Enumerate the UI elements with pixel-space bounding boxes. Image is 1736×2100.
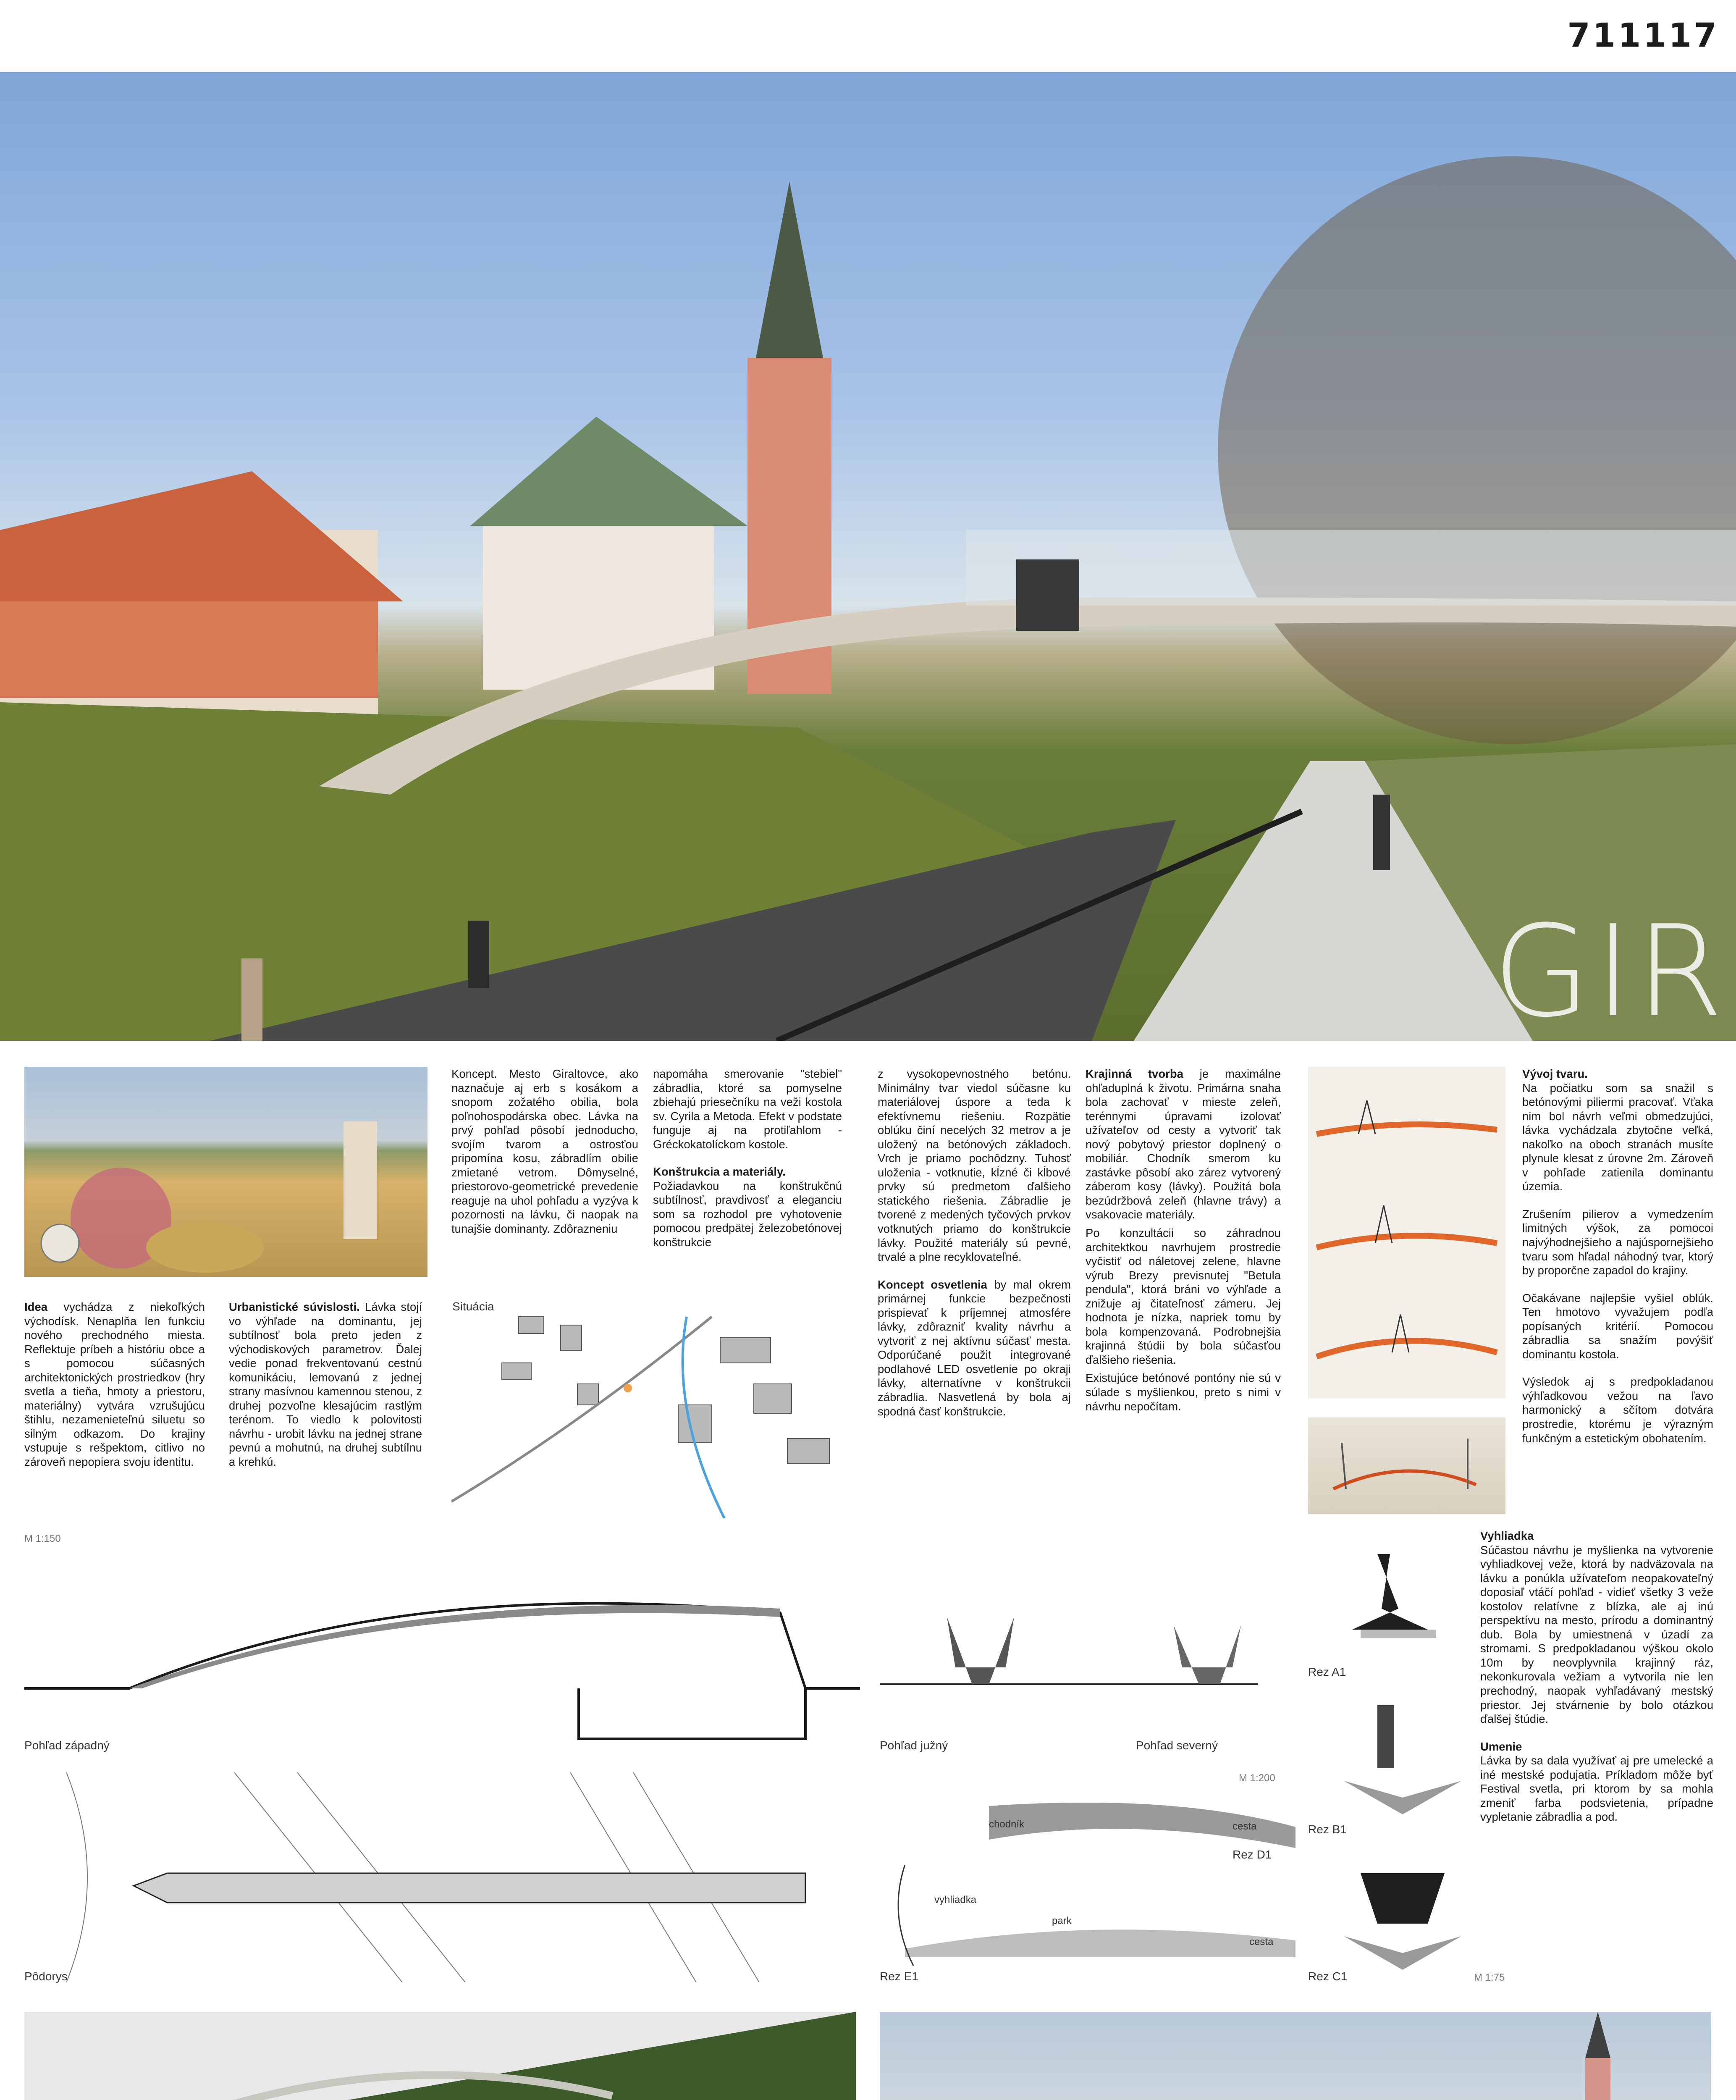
tower-a1-base: [1361, 1630, 1436, 1638]
sketch-drawing: [1308, 1067, 1505, 1399]
sketch-final-drawing: [1308, 1418, 1505, 1514]
terrain-line: [24, 1604, 860, 1689]
map-building: [561, 1325, 582, 1350]
material-column: [878, 1067, 1071, 1432]
urban-column: [229, 1300, 422, 1483]
vyhliadka-paragraph: [1480, 1529, 1713, 1726]
urban-text: Lávka stojí vo výhľade na dominantu, jej subtílnosť bola preto jeden z východiskových parametrov. Ďalej vedie ponad frekventovanú cestnú komunikáciu, lemovanú z jednej strany masívnou kamennou stenou, z druhej pozvoľne klesajúcim rastlým terénom. To viedlo k polovitosti návrhu - urobit lávku na jednej strane pevnú a mohutnú, na druhej subtílnu a krehkú.: [229, 1300, 422, 1469]
konstrukcia-text: Požiadavkou na konštrukčnú subtílnosť, pravdivosť a eleganciu som sa rozhodol pre vyhotovenie pomocou predpätej železobetónovej konštrukcie: [653, 1179, 842, 1249]
umenie-text: Lávka by sa dala využívať aj pre umelecké a iné mestské podujatia. Príkladom môže byť Festival svetla, pri ktorom by sa mohla zmeniť farba podsvietenia, prípadne vypletanie zábradlia a pod.: [1480, 1754, 1713, 1824]
idea-title: Idea: [24, 1300, 48, 1313]
scale-200: M 1:200: [1239, 1772, 1275, 1784]
people-on-bridge: [1016, 559, 1079, 631]
label-podorys: Pôdorys: [24, 1970, 68, 1983]
map-building: [519, 1317, 544, 1334]
vyvoj-paragraph: [1522, 1067, 1713, 1194]
map-building: [754, 1384, 792, 1413]
sections-svg: [880, 1789, 1300, 1982]
elevation-west-drawing: [24, 1550, 860, 1751]
label-rez-c1: Rez C1: [1308, 1970, 1348, 1983]
vyvoj-text: Na počiatku som sa snažil s betónovými piliermi pracovať. Vťaka nim bol návrh veľmi obmedzujúci, lávka vychádzala zbytočne veľká, nakoľko na oboch stranách musíte plynule klesat z úrovne 2m. Zároveň v pohľade zatienila dominantu územia.: [1522, 1081, 1713, 1193]
sketch-arch-2: [1316, 1236, 1497, 1247]
sketch-final-arch: [1333, 1471, 1476, 1489]
label-chodnik: chodník: [989, 1819, 1025, 1830]
church-roof: [470, 417, 747, 526]
landscape-column: [1086, 1067, 1281, 1427]
ocakavane-text: Očakávane najlepšie vyšiel oblúk. Ten hmotovo vyvažujem podľa popísaných kritérií. Pomocou zábradlia sa snažím povýšiť dominantu kostola.: [1522, 1291, 1713, 1361]
situation-map-drawing: [451, 1300, 855, 1518]
pontony-text: Existujúce betónové pontóny nie sú v súlade s myšlienkou, preto s nimi v návrhu nepočítam.: [1086, 1371, 1281, 1413]
ground-viz-svg: [880, 2012, 1711, 2100]
idea-paragraph: [24, 1300, 205, 1469]
osvetlenie-paragraph: [878, 1278, 1071, 1418]
scale-150: M 1:150: [24, 1533, 61, 1544]
plan-drawing: [24, 1772, 860, 1982]
tower-c1-base: [1344, 1936, 1461, 1970]
koncept-text: Koncept. Mesto Giraltovce, ako naznačuje aj erb s kosákom a snopom zožatého obilia, bola poľnohospodárska obec. Lávka na prvý pohľad pôsobí jednoducho, svojím tvarom a ostrosťou pripomína kosu, zábradlím obilie zmietané vetrom. Dômyselné, priestorovo-geometrické prevedenie reaguje na uhol pohľadu a vyzýva k pozornosti na lávku, či naopak na tunajšie dominanty. Zdôrazneniu: [451, 1067, 638, 1236]
painting-illustration: [24, 1067, 427, 1277]
koncept-column: [451, 1067, 638, 1250]
scale-75: M 1:75: [1474, 1972, 1505, 1983]
plan-bridge: [134, 1873, 805, 1903]
osvetlenie-title: Koncept osvetlenia: [878, 1278, 987, 1291]
elevations-south-north: [880, 1575, 1258, 1701]
urban-title: Urbanistické súvislosti.: [229, 1300, 360, 1313]
hero-illustration: [0, 72, 1736, 1041]
tower-c1: [1361, 1873, 1445, 1924]
person-2: [241, 958, 262, 1041]
label-rez-b1: Rez B1: [1308, 1823, 1347, 1836]
sheaf: [146, 1222, 264, 1273]
bridge-railing: [966, 530, 1736, 606]
north-elevation: [1174, 1625, 1241, 1684]
tower-a1: [1352, 1554, 1428, 1630]
plan-svg: [24, 1772, 860, 1982]
sketch-evolution: [1308, 1067, 1505, 1399]
konstrukcia-paragraph: [653, 1165, 842, 1249]
plan-line: [66, 1772, 87, 1982]
label-park: park: [1052, 1915, 1072, 1927]
idea-column: [24, 1300, 205, 1483]
map-building: [577, 1384, 598, 1405]
umenie-paragraph: [1480, 1740, 1713, 1824]
aerial-situation: [24, 2012, 856, 2100]
tower-sections: [1327, 1546, 1478, 1991]
vyvoj-column: [1522, 1067, 1713, 1459]
idea-text: vychádza z niekoľkých východísk. Nenaplňa len funkciu nového prechodného miesta. Reflektuje príbeh a históriu obce a s pomocou súčasných architektonických prostriedkov (hry svetla a tieňa, hmoty a priestoru, materiálny) vytvára vzrušujúcu štihlu, nezamenieteľnú siluetu so silným odkazom. Do krajiny vstupuje s rešpektom, citlivo no zároveň nepopiera svoju identitu.: [24, 1300, 205, 1469]
person-3: [1373, 795, 1390, 870]
label-rez-a1: Rez A1: [1308, 1665, 1346, 1678]
osvetlenie-text: by mal okrem primárnej funkcie bezpečnosti prispievať k príjemnej atmosfére lávky, zdôrazniť kvality návrhu a vytvoriť z nej aktívnu súčasť mesta. Odporúčané použit integrované podlahové LED osvetlenie po okraji lávky, alternatívne v konštrukcii zábradlia. Nasvetlená by bola aj spodná časť konštrukcie.: [878, 1278, 1071, 1418]
krajinna-text: je maximálne ohľaduplná k životu. Primárna snaha bola zachovať v mieste zeleň, terénnymi úpravami izolovať užívateľov od cesty a vytvoriť tak nový pobytový priestor doplnený o mobiliár. Chodník smerom ku zastávke pôsobí ako zárez vytvorený záberom kosy (lávky). Použitá bola bezúdržbová zeleň (hlavne trávy) a vsakovacie materiály.: [1086, 1067, 1281, 1221]
church-spire: [756, 181, 823, 358]
house-wall: [0, 601, 378, 698]
label-cesta-e1: cesta: [1249, 1936, 1274, 1948]
vyhliadka-text: Súčastou návrhu je myšlienka na vytvorenie vyhliadkovej veže, ktorá by nadväzovala na lávku a ponúkla užívateľom neopakovateľný doposiaľ vtáčí pohľad - vidieť všetky 3 veže kostolov relatívne z blízka, ale aj inú perspektívu na mesto, prírodu a dominantný dub. Bola by umiestnená v úzadí za stromami. S predpokladanou výškou okolo 10m by neovplyvnila krajinný ráz, nekonkurovala vežiam a vytvorila nie len prechodný, naopak vyhľadávaný mestský priestor. Jej stvárnenie by bolo otázkou ďalšej štúdie.: [1480, 1543, 1713, 1726]
trees-right: [1218, 156, 1736, 744]
south-elevation: [947, 1617, 1014, 1684]
elevations-svg: [880, 1575, 1258, 1701]
sections-d1-e1: [880, 1789, 1300, 1982]
konstrukcia-title: Konštrukcia a materiály.: [653, 1165, 786, 1179]
situation-map-small: [451, 1300, 855, 1518]
vysledok-text: Výsledok aj s predpokladanou výhľadkovou vežou na ľavo harmonický a sčítom dotvára prostredie, ktorému je výrazným funkčným a estetickým obohatením.: [1522, 1375, 1713, 1445]
person-1: [468, 921, 489, 988]
viz-church-tower: [1585, 2058, 1610, 2100]
zrusenie-text: Zrušením pilierov a vymedzením limitných výšok, za pomocoi najvýhodnejšieho a najúspornejšieho tvaru som hľadal náhodný tvar, ktorý by proporčne zapadol do krajiny.: [1522, 1207, 1713, 1277]
vyvoj-title: Vývoj tvaru.: [1522, 1067, 1588, 1080]
coat-of-arms: [41, 1224, 79, 1262]
bridge-elevation: [129, 1605, 780, 1688]
ground-visualization: [880, 2012, 1711, 2100]
aerial-svg: [24, 2012, 856, 2100]
section-e1: [905, 1929, 1295, 1957]
sketch-arch-1: [1316, 1124, 1497, 1134]
tower-b1: [1377, 1705, 1394, 1768]
elevation-west: [24, 1550, 860, 1751]
label-pohlad-juzny: Pohľad južný: [880, 1739, 948, 1752]
map-building: [678, 1405, 712, 1443]
viz-church-spire: [1585, 2012, 1610, 2058]
historic-painting: [24, 1067, 427, 1277]
label-rez-d1: Rez D1: [1233, 1848, 1272, 1861]
map-building: [502, 1363, 531, 1380]
tower-sections-svg: [1327, 1546, 1478, 1991]
label-rez-e1: Rez E1: [880, 1970, 918, 1983]
sketch-church: [1392, 1315, 1409, 1352]
label-pohlad-zapadny: Pohľad západný: [24, 1739, 110, 1752]
krajinna-title: Krajinná tvorba: [1086, 1067, 1183, 1080]
urban-paragraph: [229, 1300, 422, 1469]
label-pohlad-severny: Pohľad severný: [1136, 1739, 1218, 1752]
figure-man: [344, 1121, 377, 1239]
vyhliadka-column: [1480, 1529, 1713, 1838]
map-building: [787, 1438, 829, 1464]
hero-word: GIR: [1492, 898, 1728, 1041]
situation-small-label: Situácia: [452, 1300, 494, 1313]
vyhliadka-title: Vyhliadka: [1480, 1529, 1534, 1542]
krajinna-paragraph: [1086, 1067, 1281, 1222]
konzultacia-text: Po konzultácii so záhradnou architektkou navrhujem prostredie vyčistiť od náletovej zelene, hlavne výrub Brezy previsnutej "Betula pendula", ktorá bráni vo výhľade a znižuje aj čitateľnosť zámeru. Jej hodnota je nízka, napriek tomu by bola kompenzovaná. Podrobnejšia krajinná štúdii by bola súčasťou ďalšieho riešenia.: [1086, 1226, 1281, 1366]
sketch-tree: [1342, 1443, 1346, 1489]
map-building: [720, 1338, 771, 1363]
napomaha-text: napomáha smerovanie "stebiel" zábradlia, ktoré sa pomyselne zbiehajú priesečníku na veži kostola sv. Cyrila a Metoda. Efekt v podstate funguje aj na protiľahlom - Gréckokatolíckom kostole.: [653, 1067, 842, 1151]
vysokopevnost-text: z vysokopevnostného betónu. Minimálny tvar viedol súčasne ku materiálovej úspore a teda k efektívnemu riešeniu. Rozpätie oblúku činí necelých 32 metrov a je uložený na betónových základoch. Vrch je priamo pochôdzny. Tuhosť uloženia - votknutie, kĺzné či kĺbové prvky sú predmetom ďalšieho statického riešenia. Zábradlie je tvorené z medených tyčových prvkov votknutých priamo do konštrukcie lávky. Použité materiály sú pevné, trvalé a plne recyklovateľné.: [878, 1067, 1071, 1264]
umenie-title: Umenie: [1480, 1740, 1522, 1753]
sketch-final: [1308, 1418, 1505, 1514]
aerial-vegetation: [58, 2012, 856, 2100]
label-cesta-d1: cesta: [1233, 1821, 1257, 1832]
project-code: 711117: [1567, 17, 1719, 55]
road-cut: [579, 1688, 805, 1739]
label-vyhliadka: vyhliadka: [934, 1894, 977, 1906]
konstrukcia-column: [653, 1067, 842, 1263]
map-bridge-marker: [624, 1384, 632, 1392]
tower-b1-base: [1344, 1781, 1461, 1814]
hero-visualization: [0, 72, 1736, 1041]
